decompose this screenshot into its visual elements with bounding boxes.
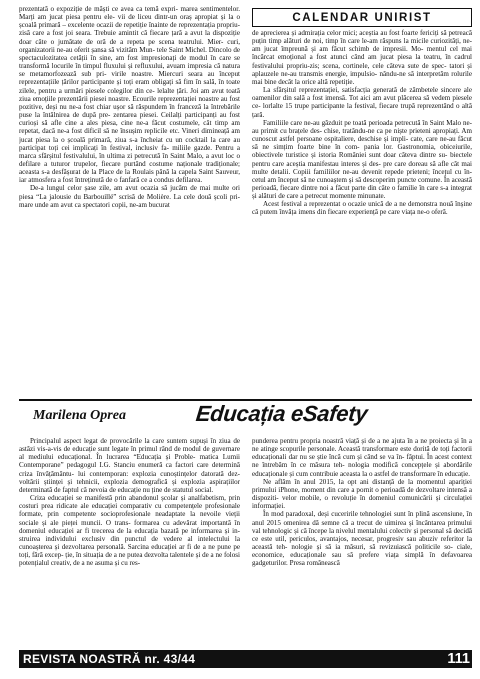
page-number: 111 [447, 651, 470, 667]
article-author: Marilena Oprea [33, 408, 126, 423]
article-title: Educația eSafety [194, 401, 369, 426]
paragraph: Acest festival a reprezentat o ocazie unică de a ne demonstra nouă înșine că putem învăța imens din fiecare experiență pe care viața ne-o oferă. [252, 200, 472, 217]
paragraph: punderea pentru propria noastră viață și de a ne ajuta în a ne proiecta și în a ne atinge scopurile personale. Această transformare este dorită de toți factorii educaționali dar nu se știe încă cum și când se va în- făptui. În acest context ne întrebăm în ce măsura teh- nologia modifică concepțele și abordările educaționale și cum contribuie aceasta la o astfel de transformare în educație. [252, 437, 472, 478]
paragraph: prezentată o expoziție de măști ce avea ca temă expri- marea sentimentelor. Marți am jucat piesa pentru ele- vii de liceu dintr-un oraș apropiat și la o școală primară – excelente ocazii de repetiție înainte de reprezentația propriu-zisă care a fost joi seara. Trebuie amintit că fiecare țară a avut la dispoziție doar câte o jumătate de oră de a repeta pe scena teatrului. Mier- curi, organizatorii ne-au oferit șansa să vizităm Mun- tele Saint Michel. Dincolo de spectaculozitatea cetății în sine, am fost impresionați de modul în care se transformă locurile în timpul fluxului și refluxului, avuam impresia că natura se metamorfozează sub pri- virile noastre. Miercuri seara au început reprezentațiile țărilor participante și toți eram obligați să fim în sală, în toate zilele, pentru a urmări piesele colegilor din ce- lelalte țări. Joi am avut toată ziua emoțiile prezentării piesei noastre. Ecourile reprezentației noastre au fost pozitive, deși nu ne-a fost chiar ușor să răspundem în franceză la întrebările puse la întâlnirea de după pre- zentarea piesei. Ceilalți participanți au fost curioși să afle cine a ales piesa, cine ne-a făcut costumele, cât timp am repetat, dacă ne-a fost dificil să ne însușim replicile etc. Vineri dimineață am jucat piesa la o școală primară, ziua s-a încheiat cu un cocktail la care au participat toți cei implicați în festival, inclusiv fa- miliile gazde. Pentru a marca sfârșitul festivalului, în ultima zi petrecută în Saint Malo, a avut loc o defilare a tuturor trupelor, fiecare purtând costume naționale tradiționale; aceasta s-a desfășurat de la Place de la Roulais până la capela Saint Sauveur, iar atmosfera a fost întreținută de o fanfară ce a condus defilarea. [19, 5, 240, 185]
festival-article-column-left [19, 5, 240, 393]
paragraph: De-a lungul celor șase zile, am avut ocazia să jucăm de mai multe ori piesa “La jalousie du Barbouillé” scrisă de Molière. La cele două școli pri- mare unde am avut ca spectatori copii, ne-am bucurat [19, 184, 240, 209]
esafety-article-column-right [252, 437, 472, 644]
paragraph: Familiile care ne-au găzduit pe toată perioada petrecută în Saint Malo ne-au primit cu brațele des- chise, tratându-ne ca pe niște prieteni apropiați. Am cunoscut astfel persoane ospitaliere, deschise și impli- cate, care ne-au făcut să ne simțim foarte bine în com- pania lor. Gastronomia, obiceiurile, obiectivele turistice și istoria României sunt doar câteva dintre su- biectele pentru care aceștia manifestau interes și des- pre care doreau să afle cât mai multe detalii. Copiii familiilor ne-au devenit repede prieteni; încețul cu în- cetul am început să ne cunoaștem și să descoperim puncte comune. În această perioadă, fiecare dintre noi a făcut parte din câte o familie în care s-a integrat și alături de care a petrecut momente minunate. [252, 118, 472, 201]
paragraph: Criza educației se manifestă prin abandonul școlar și analfabetism, prin costuri prea ridicate ale educației comparativ cu competențele profesionale formate, prin competente socioprofesionale neadaptate la nevoile vieții sociale și ale pieței muncii. O trans- formarea cu adevărat importantă în domeniul educației ar fi trecerea de la educația bazată pe informarea și in- struirea individului exclusiv din punctul de vedere al intelectului la cunoașterea și dezvoltarea personală. Sarcina educației ar fi de a ne pune pe toți, fără excep- ție, în situația de a ne putea dezvolta talentele și de a ne folosi potențialul creativ, de a ne asuma și cu res- [19, 494, 240, 568]
paragraph: În mod paradoxal, deși cuceririle tehnologiei sunt în plină ascensiune, în anul 2015 omenirea dă semne că a trecut de uimirea și încântarea primului val tehnologic și că începe la nivelul mentalului colectiv și personal să decidă ce este util, periculos, avantajos, necesar, progresiv sau abuziv referitor la această teh- nologie și să ia măsuri, să revizuiască politicile so- ciale, economice, educaționale sau să prefere viața simplă în defavoarea gadgeturilor. Presa românească [252, 510, 472, 568]
paragraph: de aprecierea și admirația celor mici; aceștia au fost foarte fericiți să petreacă puțin timp alături de noi, timp în care le-am răspuns la micile curiozități, ne-am jucat împreună și am făcut schimb de impresii. Mo- mentul cel mai încărcat emoțional a fost atunci când am jucat piesa la teatru, în cadrul festivalului propriu-zis; scena, cortinele, cele câteva sute de spec- tatori și aplauzele ne-au transmis energie, impulsio- nându-ne să interpretăm rolurile mai bine decât la orice altă repetiție. [252, 29, 472, 86]
festival-article-column-right [252, 29, 472, 393]
paragraph: Ne aflăm în anul 2015, la opt ani distanță de la momentul apariției primului iPhone, moment din care a pornit o perioadă de dezvoltare intensă a dispoziti- velor mobile, o revoluție în domeniul comunicării și circulației informației. [252, 477, 472, 511]
esafety-article-column-left [19, 437, 240, 644]
paragraph: La sfârșitul reprezentației, satisfacția generată de zâmbetele sincere ale oamenilor din sală a fost imensă. Tot aici am avut plăcerea să vedem piesele ce- lorlalte 15 trupe participante la festival, fiecare trupă reprezentând o altă țară. [252, 86, 472, 119]
journal-issue-label: REVISTA NOASTRĂ nr. 43/44 [23, 652, 196, 666]
calendar-banner: CALENDAR UNIRIST [252, 8, 472, 27]
paragraph: Principalul aspect legat de provocările la care suntem supuși în ziua de astăzi vis-a-vis de educație sunt legate în primul rând de modul de guvernare al mediului educațional. În lucrarea “Educația și Proble- matica Lumii Contemporane” pedagogul I.G. Stanciu enumeră ca factori care determină criza învățământu- lui contemporan: explozia cunoștințelor datorată dez- voltării științei și tehnicii, explozia demografică și explozia aspirațiilor determinată de faptul că nevoia de educație nu ține de statutul social. [19, 437, 240, 494]
